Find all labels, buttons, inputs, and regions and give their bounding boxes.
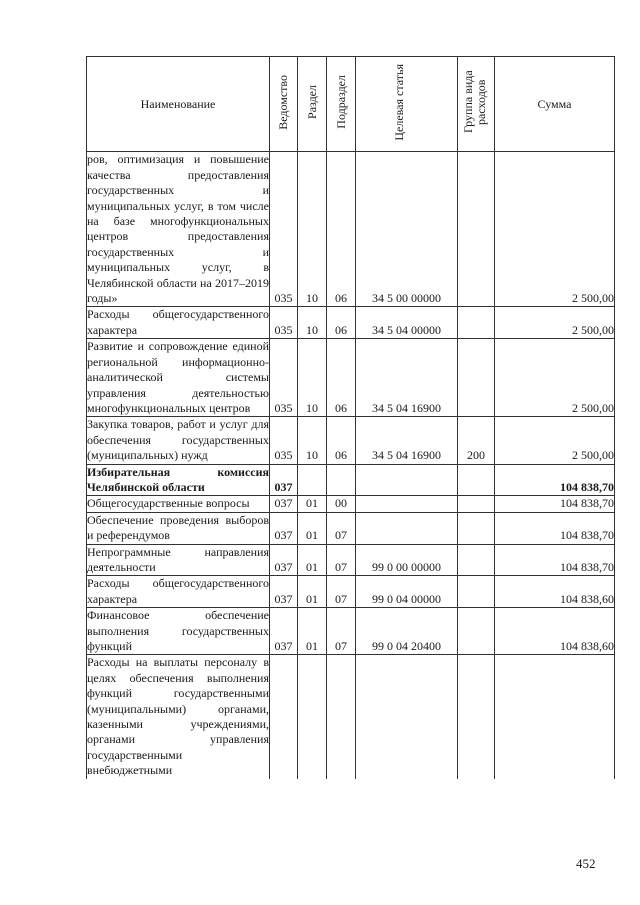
cell-section: 01 (298, 544, 327, 576)
cell-section (298, 464, 327, 496)
cell-subsection (327, 464, 356, 496)
cell-subsection: 06 (327, 152, 356, 307)
header-department: Ведомство (270, 57, 298, 152)
cell-expense-group (458, 496, 495, 512)
cell-name: Расходы на выплаты персоналу в целях обеспечения выполнения функций государственными (муниципальными) органами, казенными учреждениями, органами управления государственными внебюджетными (87, 655, 269, 778)
cell-name: Расходы общегосударственного характера (87, 307, 269, 337)
table-row (87, 576, 615, 608)
cell-department: 035 (270, 152, 298, 307)
cell-target (356, 512, 458, 544)
cell-expense-group (458, 307, 495, 339)
cell-department: 035 (270, 339, 298, 417)
cell-sum (495, 655, 615, 779)
budget-table (86, 56, 615, 779)
cell-name: Расходы общегосударственного характера (87, 576, 269, 606)
cell-department (270, 655, 298, 779)
cell-department: 037 (270, 544, 298, 576)
table-row (87, 307, 615, 339)
cell-sum: 104 838,70 (495, 464, 615, 496)
cell-sum: 2 500,00 (495, 339, 615, 417)
cell-department: 037 (270, 576, 298, 608)
cell-expense-group (458, 512, 495, 544)
cell-subsection: 00 (327, 496, 356, 512)
cell-target: 34 5 04 00000 (356, 307, 458, 339)
cell-section: 01 (298, 496, 327, 512)
cell-section: 10 (298, 417, 327, 464)
cell-section: 01 (298, 576, 327, 608)
cell-section: 10 (298, 152, 327, 307)
cell-department: 037 (270, 608, 298, 655)
header-section: Раздел (298, 57, 327, 152)
page-number: 452 (576, 856, 596, 871)
table-row (87, 339, 615, 417)
cell-department: 037 (270, 464, 298, 496)
cell-target: 34 5 04 16900 (356, 339, 458, 417)
table-row (87, 512, 615, 544)
cell-sum: 104 838,70 (495, 544, 615, 576)
header-subsection: Подраздел (327, 57, 356, 152)
cell-target (356, 464, 458, 496)
cell-expense-group (458, 655, 495, 779)
cell-sum: 104 838,60 (495, 576, 615, 608)
cell-name: Общегосударственные вопросы (87, 496, 270, 512)
cell-sum: 2 500,00 (495, 152, 615, 307)
cell-sum: 104 838,70 (495, 496, 615, 512)
cell-expense-group (458, 339, 495, 417)
cell-expense-group (458, 544, 495, 576)
cell-department: 035 (270, 417, 298, 464)
header-sum: Сумма (495, 57, 615, 152)
cell-expense-group (458, 608, 495, 655)
cell-target: 99 0 04 20400 (356, 608, 458, 655)
table-row (87, 608, 615, 655)
cell-department: 037 (270, 512, 298, 544)
cell-section: 01 (298, 608, 327, 655)
cell-name: Финансовое обеспечение выполнения государственных функций (87, 608, 269, 653)
cell-sum: 104 838,60 (495, 608, 615, 655)
table-row (87, 417, 615, 464)
cell-section: 10 (298, 339, 327, 417)
cell-name: Закупка товаров, работ и услуг для обеспечения государственных (муниципальных) нужд (87, 417, 269, 463)
cell-expense-group (458, 464, 495, 496)
table-row (87, 464, 615, 496)
header-name: Наименование (87, 57, 270, 152)
cell-target: 99 0 04 00000 (356, 576, 458, 608)
cell-name: Обеспечение проведения выборов и референдумов (87, 512, 269, 543)
cell-target (356, 655, 458, 779)
header-expense-group: Группа вида расходов (458, 57, 495, 152)
table-header-row (87, 57, 615, 152)
cell-name: Развитие и сопровождение единой региональной информационно-аналитической системы управления деятельностью многофункциональных центров (87, 339, 269, 415)
cell-sum: 2 500,00 (495, 417, 615, 464)
cell-target: 99 0 00 00000 (356, 544, 458, 576)
table-row (87, 655, 615, 779)
cell-department: 035 (270, 307, 298, 339)
cell-section: 10 (298, 307, 327, 339)
header-target: Целевая статья (356, 57, 458, 152)
cell-target (356, 496, 458, 512)
cell-subsection: 06 (327, 339, 356, 417)
cell-subsection: 06 (327, 417, 356, 464)
cell-expense-group (458, 576, 495, 608)
cell-target: 34 5 04 16900 (356, 417, 458, 464)
cell-department: 037 (270, 496, 298, 512)
cell-target: 34 5 00 00000 (356, 152, 458, 307)
cell-name: Непрограммные направления деятельности (87, 544, 269, 574)
cell-subsection (327, 655, 356, 779)
cell-subsection: 07 (327, 608, 356, 655)
cell-name: Избирательная комиссия Челябинской области (87, 464, 269, 494)
cell-subsection: 07 (327, 544, 356, 576)
cell-subsection: 06 (327, 307, 356, 339)
table-row (87, 496, 615, 512)
cell-section (298, 655, 327, 779)
table-row (87, 152, 615, 307)
cell-name: ров, оптимизация и повышение качества предоставления государственных и муниципальных услуг, в том числе на базе многофункциональных центров предоставления государственных и муниципальных услуг, в Челябинской области на 2017–2019 годы» (87, 152, 269, 306)
table-row (87, 544, 615, 576)
cell-sum: 2 500,00 (495, 307, 615, 339)
cell-expense-group: 200 (458, 417, 495, 464)
cell-subsection: 07 (327, 512, 356, 544)
cell-section: 01 (298, 512, 327, 544)
cell-subsection: 07 (327, 576, 356, 608)
cell-expense-group (458, 152, 495, 307)
cell-sum: 104 838,70 (495, 512, 615, 544)
